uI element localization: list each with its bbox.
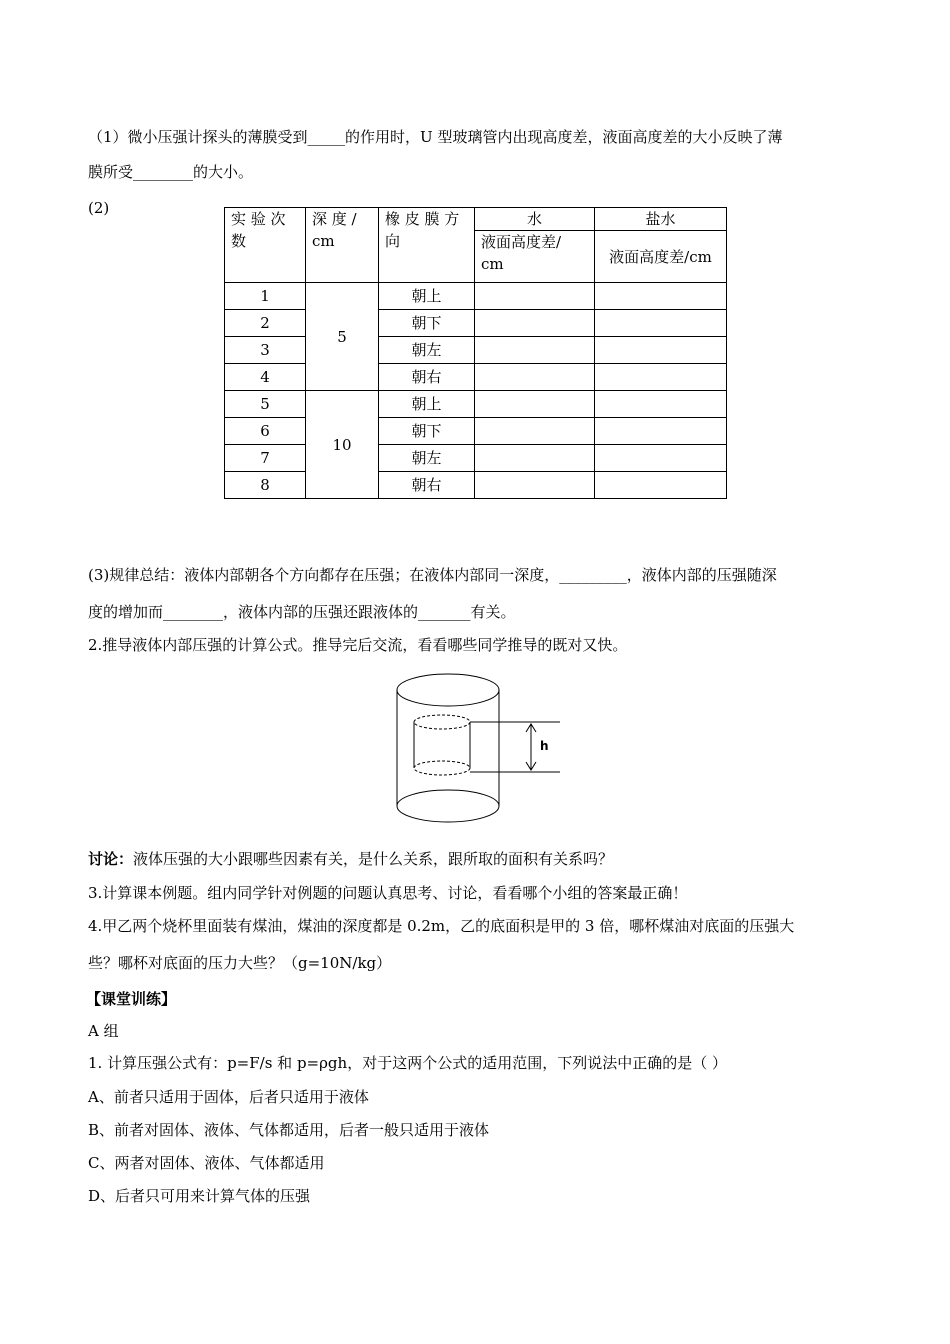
brine-cell[interactable] <box>595 310 727 337</box>
experiment-table <box>224 207 727 499</box>
inner-top-ellipse <box>414 715 470 729</box>
discussion <box>88 849 613 869</box>
outer-bottom-ellipse <box>397 790 499 822</box>
water-cell[interactable] <box>475 337 595 364</box>
water-cell[interactable] <box>475 418 595 445</box>
header-water-sub: 液面高度差/ cm <box>475 231 595 283</box>
brine-cell[interactable] <box>595 445 727 472</box>
header-direction: 橡 皮 膜 方 向 <box>379 208 475 283</box>
cylinder-diagram <box>395 670 570 835</box>
brine-cell[interactable] <box>595 391 727 418</box>
item2-text: 2.推导液体内部压强的计算公式。推导完后交流，看看哪些同学推导的既对又快。 <box>88 636 628 654</box>
depth-cell: 10 <box>306 391 379 499</box>
water-cell[interactable] <box>475 472 595 499</box>
mcq-question: 1. 计算压强公式有：p=F/s 和 p=ρgh，对于这两个公式的适用范围，下列说法中正确的是（ ） <box>88 1054 727 1072</box>
trial-cell: 7 <box>225 445 306 472</box>
q2-label: (2) <box>88 199 110 217</box>
discussion-label: 讨论： <box>88 850 134 868</box>
water-cell[interactable] <box>475 310 595 337</box>
header-depth: 深 度 / cm <box>306 208 379 283</box>
water-cell[interactable] <box>475 445 595 472</box>
water-cell[interactable] <box>475 391 595 418</box>
header-trial: 实 验 次 数 <box>225 208 306 283</box>
h-label: h <box>540 739 549 753</box>
direction-cell: 朝右 <box>379 472 475 499</box>
q1-line1: （1）微小压强计探头的薄膜受到_____的作用时，U 型玻璃管内出现高度差，液面高度差的大小反映了薄 <box>88 128 783 146</box>
group-label: A 组 <box>88 1022 119 1040</box>
brine-cell[interactable] <box>595 472 727 499</box>
direction-cell: 朝上 <box>379 391 475 418</box>
trial-cell: 5 <box>225 391 306 418</box>
table-row <box>225 445 727 472</box>
trial-cell: 1 <box>225 283 306 310</box>
header-brine-sub: 液面高度差/cm <box>595 231 727 283</box>
brine-cell[interactable] <box>595 418 727 445</box>
direction-cell: 朝下 <box>379 418 475 445</box>
direction-cell: 朝左 <box>379 445 475 472</box>
brine-cell[interactable] <box>595 364 727 391</box>
table-row <box>225 364 727 391</box>
table-row <box>225 337 727 364</box>
q3-line1: (3)规律总结：液体内部朝各个方向都存在压强；在液体内部同一深度，_________，液体内部的压强随深 <box>88 566 777 584</box>
brine-cell[interactable] <box>595 283 727 310</box>
item3-text: 3.计算课本例题。组内同学针对例题的问题认真思考、讨论，看看哪个小组的答案最正确！ <box>88 884 688 902</box>
table-row <box>225 310 727 337</box>
header-brine: 盐水 <box>595 208 727 231</box>
mcq-option-b: B、前者对固体、液体、气体都适用，后者一般只适用于液体 <box>88 1121 490 1139</box>
brine-cell[interactable] <box>595 337 727 364</box>
table-row <box>225 283 727 310</box>
direction-cell: 朝右 <box>379 364 475 391</box>
header-water: 水 <box>475 208 595 231</box>
direction-cell: 朝上 <box>379 283 475 310</box>
table-row <box>225 418 727 445</box>
mcq-option-d: D、后者只可用来计算气体的压强 <box>88 1187 311 1205</box>
trial-cell: 8 <box>225 472 306 499</box>
mcq-option-c: C、两者对固体、液体、气体都适用 <box>88 1154 325 1172</box>
direction-cell: 朝下 <box>379 310 475 337</box>
mcq-option-a: A、前者只适用于固体，后者只适用于液体 <box>88 1088 369 1106</box>
discussion-text: 液体压强的大小跟哪些因素有关，是什么关系，跟所取的面积有关系吗？ <box>133 850 614 868</box>
trial-cell: 4 <box>225 364 306 391</box>
q1-line2: 膜所受________的大小。 <box>88 163 254 181</box>
trial-cell: 6 <box>225 418 306 445</box>
item4-line1: 4.甲乙两个烧杯里面装有煤油，煤油的深度都是 0.2m，乙的底面积是甲的 3 倍，哪杯煤油对底面的压强大 <box>88 917 795 935</box>
q3-line2: 度的增加而________，液体内部的压强还跟液体的_______有关。 <box>88 603 516 621</box>
item4-line2: 些？哪杯对底面的压力大些？（g=10N/kg） <box>88 954 392 972</box>
water-cell[interactable] <box>475 283 595 310</box>
table-row <box>225 391 727 418</box>
depth-cell: 5 <box>306 283 379 391</box>
direction-cell: 朝左 <box>379 337 475 364</box>
table-row <box>225 472 727 499</box>
water-cell[interactable] <box>475 364 595 391</box>
inner-bottom-ellipse <box>414 761 470 775</box>
section-title: 【课堂训练】 <box>86 990 177 1008</box>
trial-cell: 2 <box>225 310 306 337</box>
trial-cell: 3 <box>225 337 306 364</box>
outer-top-ellipse <box>397 674 499 706</box>
